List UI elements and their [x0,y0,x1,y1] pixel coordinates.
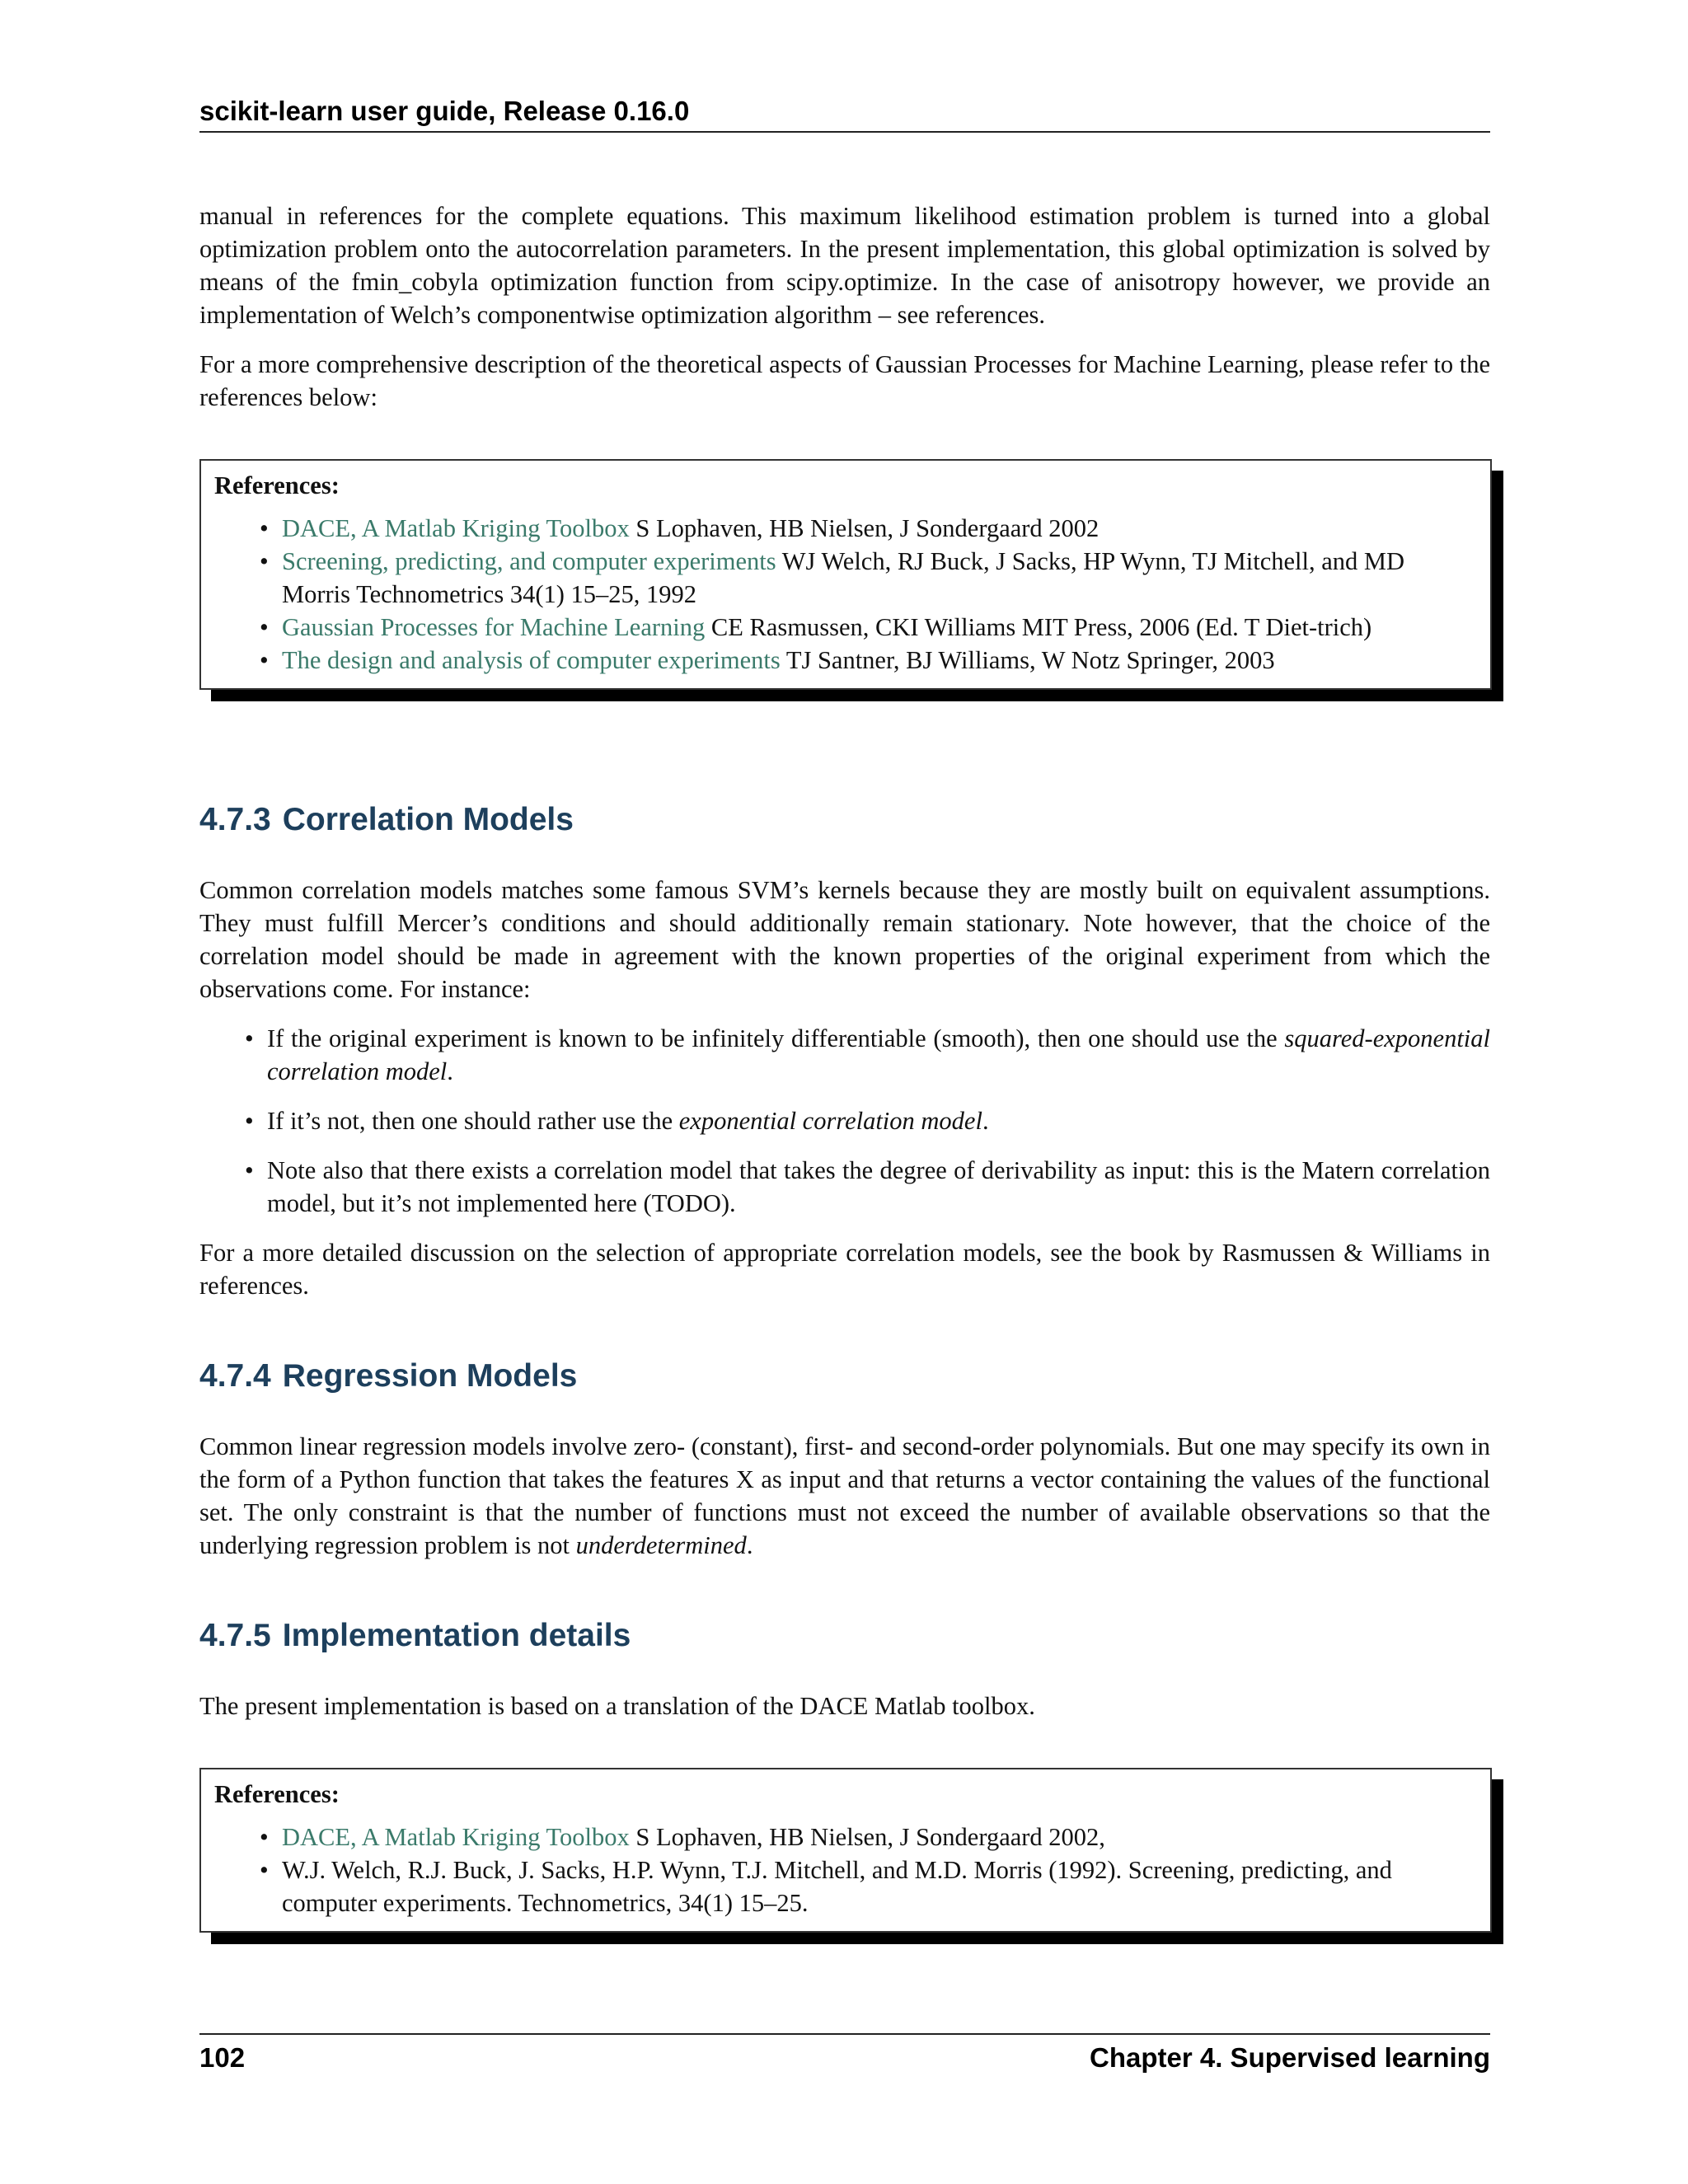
section-title: Implementation details [282,1618,631,1653]
chapter-title: Chapter 4. Supervised learning [1090,2042,1490,2073]
page-number: 102 [199,2042,246,2073]
regression-paragraph: Common linear regression models involve zero- (constant), first- and second-order polynomials. But one may specify its own in the form of a Python function that takes the features X as input and that returns a vector containing the values of the functional set. The only constraint is that the number of functions must not exceed the number of available observations so that the underlying regression problem is not underdetermined. [199,1432,1490,1559]
intro-paragraph-1: manual in references for the complete equations. This maximum likelihood estimation problem is turned into a global optimization problem onto the autocorrelation parameters. In the present implementation, this global optimization is solved by means of the fmin_cobyla optimization function from scipy.optimize. In the case of anisotropy however, we provide an implementation of Welch’s componentwise optimization algorithm – see references. [199,202,1490,329]
reference-citation: WJ Welch, RJ Buck, J Sacks, HP Wynn, TJ Mitchell, and MD Morris Technometrics 34(1) 15–25, 1992 [282,547,1405,608]
correlation-bullet-list [199,1022,1490,1220]
list-item: • If the original experiment is known to be infinitely differentiable (smooth), then one should use the squared-exponential correlation model. [245,1024,1490,1085]
implementation-section [199,1690,1490,1722]
references-heading: References: [214,471,340,499]
reference-item: • W.J. Welch, R.J. Buck, J. Sacks, H.P. Wynn, T.J. Mitchell, and M.D. Morris (1992). Screening, predicting, and computer experiments. Technometrics, 34(1) 15–25. [260,1856,1392,1917]
reference-link[interactable]: Gaussian Processes for Machine Learning [282,613,706,641]
reference-item: • The design and analysis of computer experiments TJ Santner, BJ Williams, W Notz Springer, 2003 [260,646,1275,674]
section-number: 4.7.5 [199,1618,271,1653]
reference-item: • DACE, A Matlab Kriging Toolbox S Lophaven, HB Nielsen, J Sondergaard 2002 [260,514,1100,542]
references-list [214,512,1477,677]
running-footer [199,2033,1490,2076]
section-heading-4-7-5 [199,1615,631,1657]
intro-section [199,199,1490,414]
reference-citation: TJ Santner, BJ Williams, W Notz Springer, 2003 [780,646,1275,674]
correlation-paragraph-2: For a more detailed discussion on the selection of appropriate correlation models, see the book by Rasmussen & Williams in references. [199,1239,1490,1300]
list-item: • Note also that there exists a correlation model that takes the degree of derivability as input: this is the Matern correlation model, but it’s not implemented here (TODO). [245,1156,1490,1217]
reference-link[interactable]: Screening, predicting, and computer experiments [282,547,776,575]
reference-citation: W.J. Welch, R.J. Buck, J. Sacks, H.P. Wynn, T.J. Mitchell, and M.D. Morris (1992). Screening, predicting, and computer experiments. Technometrics, 34(1) 15–25. [282,1856,1392,1917]
references-box-2 [199,1768,1492,1933]
references-heading: References: [214,1780,340,1808]
reference-link[interactable]: DACE, A Matlab Kriging Toolbox [282,1823,630,1851]
reference-item: • Gaussian Processes for Machine Learning CE Rasmussen, CKI Williams MIT Press, 2006 (Ed. T Diet-trich) [260,613,1372,641]
section-title: Correlation Models [282,802,574,837]
running-header: scikit-learn user guide, Release 0.16.0 [199,93,1490,133]
correlation-paragraph-1: Common correlation models matches some famous SVM’s kernels because they are mostly built on equivalent assumptions. They must fulfill Mercer’s conditions and should additionally remain stationary. Note however, that the choice of the correlation model should be made in agreement with the known properties of the original experiment from which the observations come. For instance: [199,876,1490,1003]
references-list [214,1821,1477,1919]
reference-link[interactable]: DACE, A Matlab Kriging Toolbox [282,514,630,542]
implementation-paragraph: The present implementation is based on a translation of the DACE Matlab toolbox. [199,1692,1035,1720]
list-item: • If it’s not, then one should rather use the exponential correlation model. [245,1107,989,1135]
regression-models-section [199,1430,1490,1562]
reference-item: • DACE, A Matlab Kriging Toolbox S Lophaven, HB Nielsen, J Sondergaard 2002, [260,1823,1105,1851]
reference-citation: S Lophaven, HB Nielsen, J Sondergaard 2002 [629,514,1100,542]
reference-citation: CE Rasmussen, CKI Williams MIT Press, 2006 (Ed. T Diet-trich) [705,613,1372,641]
references-box-1 [199,459,1492,690]
reference-link[interactable]: The design and analysis of computer experiments [282,646,781,674]
section-title: Regression Models [282,1358,578,1394]
reference-item: • Screening, predicting, and computer experiments WJ Welch, RJ Buck, J Sacks, HP Wynn, TJ Mitchell, and MD Morris Technometrics 34(1) 15–25, 1992 [260,547,1405,608]
section-number: 4.7.3 [199,802,271,837]
section-heading-4-7-3 [199,799,574,841]
reference-citation: S Lophaven, HB Nielsen, J Sondergaard 2002, [629,1823,1105,1851]
intro-paragraph-2: For a more comprehensive description of the theoretical aspects of Gaussian Processes for Machine Learning, please refer to the references below: [199,350,1490,411]
correlation-models-section [199,874,1490,1302]
section-number: 4.7.4 [199,1358,271,1394]
section-heading-4-7-4 [199,1356,577,1397]
